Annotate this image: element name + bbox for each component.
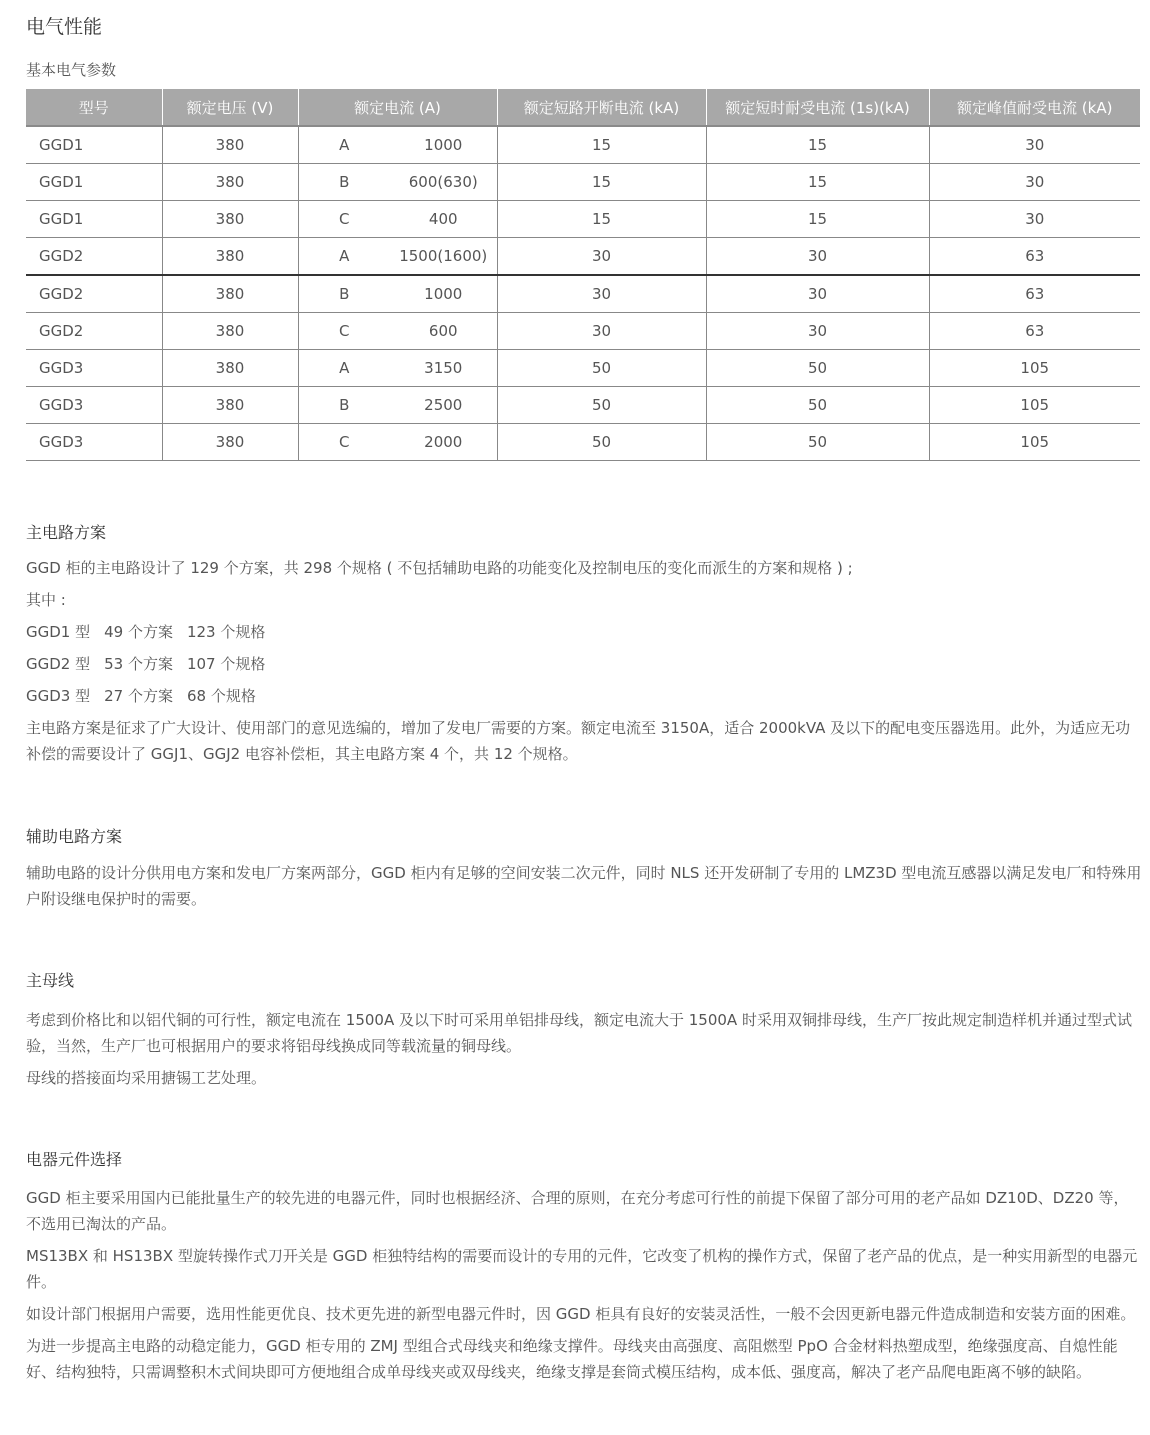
main-circuit-paragraph: 其中 : [26,591,66,609]
components-paragraph: MS13BX 和 HS13BX 型旋转操作式刀开关是 GGD 柜独特结构的需要而设计的专用的元件，它改变了机构的操作方式，保留了老产品的优点，是一种实用新型的电器元件。 [26,1247,1138,1291]
cell-model: GGD3 [26,350,162,387]
cell-breaking: 15 [497,201,706,238]
cell-model: GGD2 [26,275,162,313]
cell-current: 1500(1600) [390,238,497,276]
main-circuit-title: 主电路方案 [26,523,107,542]
busbar-title: 主母线 [26,971,75,990]
cell-peak: 63 [929,313,1140,350]
cell-short-time: 30 [706,238,929,276]
cell-model: GGD3 [26,387,162,424]
table-row [26,238,1140,276]
cell-model: GGD2 [26,238,162,276]
busbar-body [26,1007,1142,1091]
type-line-ggd1: GGD1 型 49 个方案 123 个规格 [26,623,266,641]
cell-current-class: B [298,387,390,424]
cell-model: GGD2 [26,313,162,350]
cell-peak: 30 [929,164,1140,201]
cell-current: 1000 [390,275,497,313]
cell-short-time: 30 [706,275,929,313]
cell-peak: 30 [929,201,1140,238]
cell-current-class: C [298,201,390,238]
cell-current: 600 [390,313,497,350]
main-circuit-paragraph: GGD 柜的主电路设计了 129 个方案，共 298 个规格 ( 不包括辅助电路的功能变化及控制电压的变化而派生的方案和规格 ) ; [26,559,853,577]
cell-short-time: 50 [706,350,929,387]
cell-peak: 30 [929,126,1140,164]
cell-short-time: 50 [706,387,929,424]
cell-voltage: 380 [162,201,298,238]
cell-short-time: 15 [706,126,929,164]
cell-current-class: A [298,238,390,276]
cell-peak: 105 [929,350,1140,387]
cell-model: GGD3 [26,424,162,461]
table-header-row [26,89,1140,126]
cell-current: 2500 [390,387,497,424]
components-paragraph: GGD 柜主要采用国内已能批量生产的较先进的电器元件，同时也根据经济、合理的原则，在充分考虑可行性的前提下保留了部分可用的老产品如 DZ10D、DZ20 等，不选用已淘汰的产品。 [26,1189,1129,1233]
busbar-paragraph: 考虑到价格比和以铝代铜的可行性，额定电流在 1500A 及以下时可采用单铝排母线，额定电流大于 1500A 时采用双铜排母线，生产厂按此规定制造样机并通过型式试验，当然，生产厂也可根据用户的要求将铝母线换成同等载流量的铜母线。 [26,1011,1132,1055]
type-line-ggd3: GGD3 型 27 个方案 68 个规格 [26,687,256,705]
type-line-ggd2: GGD2 型 53 个方案 107 个规格 [26,655,266,673]
cell-voltage: 380 [162,350,298,387]
cell-current: 2000 [390,424,497,461]
cell-voltage: 380 [162,275,298,313]
table-row [26,275,1140,313]
cell-breaking: 30 [497,313,706,350]
aux-circuit-title: 辅助电路方案 [26,827,123,846]
header-peak-withstand: 额定峰值耐受电流 (kA) [929,89,1140,126]
cell-peak: 63 [929,275,1140,313]
cell-current-class: A [298,126,390,164]
cell-voltage: 380 [162,313,298,350]
page-title: 电气性能 [26,16,103,38]
cell-voltage: 380 [162,164,298,201]
table-row [26,424,1140,461]
cell-peak: 63 [929,238,1140,276]
cell-breaking: 30 [497,275,706,313]
cell-short-time: 15 [706,201,929,238]
cell-breaking: 15 [497,164,706,201]
cell-peak: 105 [929,387,1140,424]
table-row [26,350,1140,387]
aux-circuit-body [26,860,1142,912]
cell-current: 400 [390,201,497,238]
cell-breaking: 50 [497,424,706,461]
cell-model: GGD1 [26,126,162,164]
header-model: 型号 [26,89,162,126]
cell-breaking: 50 [497,387,706,424]
table-row [26,201,1140,238]
table-row [26,313,1140,350]
cell-short-time: 15 [706,164,929,201]
components-title: 电器元件选择 [26,1150,123,1169]
components-paragraph: 如设计部门根据用户需要，选用性能更优良、技术更先进的新型电器元件时，因 GGD 柜具有良好的安装灵活性，一般不会因更新电器元件造成制造和安装方面的困难。 [26,1305,1136,1323]
cell-current: 3150 [390,350,497,387]
table-row [26,164,1140,201]
cell-model: GGD1 [26,164,162,201]
cell-short-time: 30 [706,313,929,350]
cell-current-class: B [298,275,390,313]
table-caption: 基本电气参数 [26,61,117,79]
cell-model: GGD1 [26,201,162,238]
cell-breaking: 15 [497,126,706,164]
busbar-paragraph: 母线的搭接面均采用搪锡工艺处理。 [26,1069,267,1087]
components-body [26,1185,1142,1385]
components-paragraph: 为进一步提高主电路的动稳定能力，GGD 柜专用的 ZMJ 型组合式母线夹和绝缘支撑件。母线夹由高强度、高阻燃型 PpO 合金材料热塑成型，绝缘强度高、自熄性能好、结构独特，只需调整积木式间块即可方便地组合成单母线夹或双母线夹，绝缘支撑是套筒式模压结构，成本低、强度高，解决了老产品爬电距离不够的缺陷。 [26,1337,1118,1381]
cell-short-time: 50 [706,424,929,461]
cell-current: 600(630) [390,164,497,201]
header-rated-current: 额定电流 (A) [298,89,497,126]
cell-current-class: C [298,313,390,350]
table-row [26,126,1140,164]
main-circuit-body [26,555,1142,767]
cell-current-class: B [298,164,390,201]
aux-circuit-paragraph: 辅助电路的设计分供用电方案和发电厂方案两部分，GGD 柜内有足够的空间安装二次元件，同时 NLS 还开发研制了专用的 LMZ3D 型电流互感器以满足发电厂和特殊用户附设继电保护时的需要。 [26,864,1142,908]
cell-peak: 105 [929,424,1140,461]
main-circuit-paragraph: 主电路方案是征求了广大设计、使用部门的意见选编的，增加了发电厂需要的方案。额定电流至 3150A，适合 2000kVA 及以下的配电变压器选用。此外，为适应无功补偿的需要设计了 GGJ1、GGJ2 电容补偿柜，其主电路方案 4 个，共 12 个规格。 [26,719,1131,763]
header-short-time-withstand: 额定短时耐受电流 (1s)(kA) [706,89,929,126]
cell-voltage: 380 [162,126,298,164]
cell-breaking: 30 [497,238,706,276]
header-rated-voltage: 额定电压 (V) [162,89,298,126]
cell-current-class: C [298,424,390,461]
table-row [26,387,1140,424]
cell-voltage: 380 [162,387,298,424]
cell-voltage: 380 [162,238,298,276]
electrical-parameters-table [26,89,1140,461]
header-short-circuit-breaking: 额定短路开断电流 (kA) [497,89,706,126]
cell-current: 1000 [390,126,497,164]
cell-breaking: 50 [497,350,706,387]
cell-voltage: 380 [162,424,298,461]
cell-current-class: A [298,350,390,387]
